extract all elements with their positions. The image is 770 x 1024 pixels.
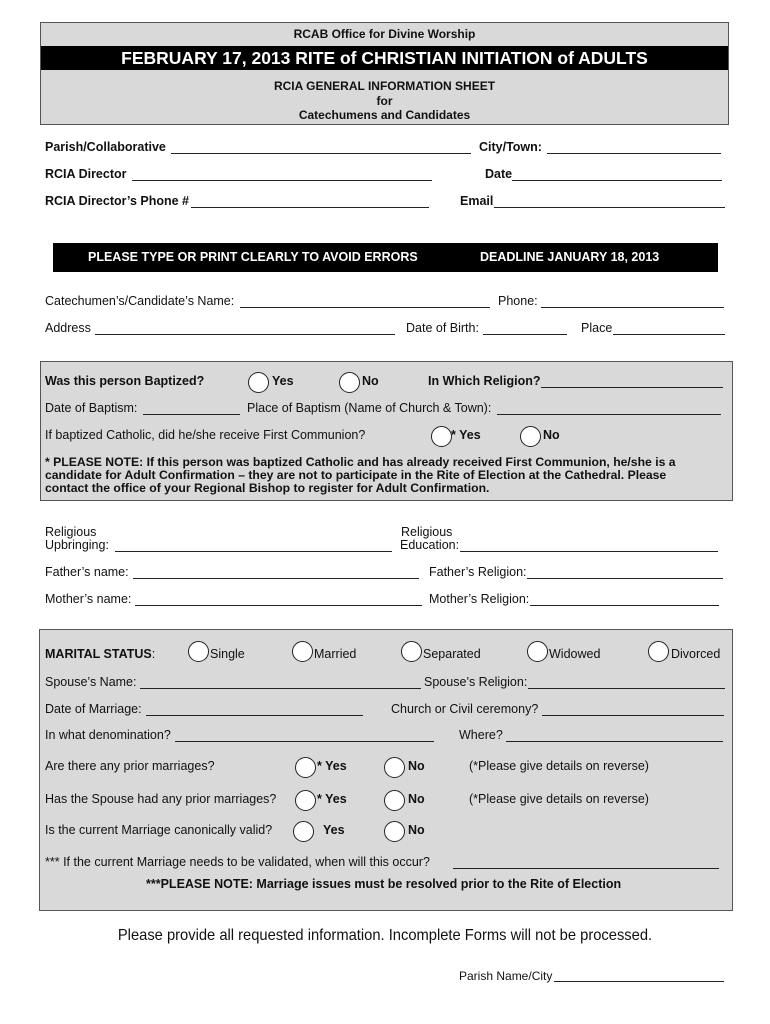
mother-religion-label: Mother’s Religion: bbox=[429, 592, 530, 606]
mother-name-label: Mother’s name: bbox=[45, 592, 132, 606]
ceremony-field[interactable] bbox=[542, 715, 724, 716]
parish-city-label: Parish Name/City bbox=[459, 969, 553, 983]
spouse-name-label: Spouse’s Name: bbox=[45, 675, 137, 689]
spouse-name-field[interactable] bbox=[140, 688, 421, 689]
birthplace-label: Place bbox=[581, 321, 613, 335]
where-label: Where? bbox=[459, 728, 503, 742]
spouse-prior-no-label: No bbox=[408, 792, 425, 806]
date-field[interactable] bbox=[512, 180, 722, 181]
spouse-prior-yes-radio[interactable] bbox=[295, 790, 316, 811]
baptism-place-label: Place of Baptism (Name of Church & Town): bbox=[247, 401, 492, 415]
parish-label: Parish/Collaborative bbox=[45, 140, 166, 154]
validation-field[interactable] bbox=[453, 868, 719, 869]
father-religion-field[interactable] bbox=[527, 578, 723, 579]
city-label: City/Town: bbox=[479, 140, 542, 154]
spouse-prior-yes-label: * Yes bbox=[317, 792, 347, 806]
marriage-issues-note: ***PLEASE NOTE: Marriage issues must be resolved prior to the Rite of Election bbox=[146, 877, 622, 891]
canonical-no-label: No bbox=[408, 823, 425, 837]
canonical-yes-radio[interactable] bbox=[293, 821, 314, 842]
incomplete-forms-notice: Please provide all requested information. Incomplete Forms will not be processed. bbox=[117, 927, 653, 944]
separated-radio[interactable] bbox=[401, 641, 422, 662]
communion-no-label: No bbox=[543, 428, 560, 442]
prior-marriages-no-label: No bbox=[408, 759, 425, 773]
director-phone-field[interactable] bbox=[191, 207, 429, 208]
prior-marriages-yes-radio[interactable] bbox=[295, 757, 316, 778]
marriage-date-label: Date of Marriage: bbox=[45, 702, 142, 716]
communion-question: If baptized Catholic, did he/she receive First Communion? bbox=[45, 428, 366, 442]
widowed-label: Widowed bbox=[549, 647, 601, 661]
education-label-1: Religious bbox=[401, 525, 453, 539]
notice-bar bbox=[53, 243, 718, 272]
spouse-religion-label: Spouse’s Religion: bbox=[424, 675, 528, 689]
date-label: Date bbox=[485, 167, 513, 181]
baptism-place-field[interactable] bbox=[497, 414, 721, 415]
which-religion-label: In Which Religion? bbox=[428, 374, 541, 388]
birthplace-field[interactable] bbox=[613, 334, 725, 335]
validation-question: *** If the current Marriage needs to be validated, when will this occur? bbox=[45, 855, 430, 869]
address-label: Address bbox=[45, 321, 91, 335]
denomination-label: In what denomination? bbox=[45, 728, 171, 742]
upbringing-label-1: Religious bbox=[45, 525, 97, 539]
divorced-label: Divorced bbox=[671, 647, 721, 661]
widowed-radio[interactable] bbox=[527, 641, 548, 662]
baptized-yes-radio[interactable] bbox=[248, 372, 269, 393]
address-field[interactable] bbox=[95, 334, 395, 335]
spouse-prior-no-radio[interactable] bbox=[384, 790, 405, 811]
director-label: RCIA Director bbox=[45, 167, 127, 181]
baptized-yes-label: Yes bbox=[272, 374, 294, 388]
father-religion-label: Father’s Religion: bbox=[429, 565, 527, 579]
separated-label: Separated bbox=[423, 647, 481, 661]
ceremony-label: Church or Civil ceremony? bbox=[391, 702, 539, 716]
prior-marriages-details-note: (*Please give details on reverse) bbox=[469, 759, 649, 773]
parish-city-field[interactable] bbox=[554, 981, 724, 982]
spouse-religion-field[interactable] bbox=[528, 688, 725, 689]
deadline-notice: DEADLINE JANUARY 18, 2013 bbox=[480, 250, 660, 264]
confirmation-note-line3: contact the office of your Regional Bishop to register for Adult Confirmation. bbox=[45, 481, 490, 495]
email-field[interactable] bbox=[494, 207, 725, 208]
prior-marriages-no-radio[interactable] bbox=[384, 757, 405, 778]
divorced-radio[interactable] bbox=[648, 641, 669, 662]
single-label: Single bbox=[210, 647, 245, 661]
education-field[interactable] bbox=[460, 551, 718, 552]
which-religion-field[interactable] bbox=[541, 387, 723, 388]
single-radio[interactable] bbox=[188, 641, 209, 662]
baptized-question: Was this person Baptized? bbox=[45, 374, 205, 388]
director-field[interactable] bbox=[132, 180, 432, 181]
marriage-date-field[interactable] bbox=[146, 715, 363, 716]
canonical-question: Is the current Marriage canonically valid? bbox=[45, 823, 273, 837]
parish-field[interactable] bbox=[171, 153, 471, 154]
director-phone-label: RCIA Director’s Phone # bbox=[45, 194, 190, 208]
candidate-phone-label: Phone: bbox=[498, 294, 538, 308]
office-name: RCAB Office for Divine Worship bbox=[293, 27, 476, 41]
sheet-audience: Catechumens and Candidates bbox=[298, 108, 471, 122]
confirmation-note-line2: candidate for Adult Confirmation – they are not to participate in the Rite of Election at the Cathedral. Please bbox=[45, 468, 667, 482]
spouse-prior-details-note: (*Please give details on reverse) bbox=[469, 792, 649, 806]
candidate-name-label: Catechumen’s/Candidate’s Name: bbox=[45, 294, 235, 308]
prior-marriages-yes-label: * Yes bbox=[317, 759, 347, 773]
city-field[interactable] bbox=[547, 153, 721, 154]
denomination-field[interactable] bbox=[175, 741, 434, 742]
canonical-no-radio[interactable] bbox=[384, 821, 405, 842]
where-field[interactable] bbox=[506, 741, 723, 742]
print-clearly-notice: PLEASE TYPE OR PRINT CLEARLY TO AVOID ERRORS bbox=[88, 250, 418, 264]
candidate-phone-field[interactable] bbox=[541, 307, 724, 308]
sheet-for: for bbox=[376, 94, 393, 108]
married-radio[interactable] bbox=[292, 641, 313, 662]
mother-name-field[interactable] bbox=[135, 605, 422, 606]
communion-yes-radio[interactable] bbox=[431, 426, 452, 447]
confirmation-note-line1: * PLEASE NOTE: If this person was baptized Catholic and has already received First Communion, he/she is a bbox=[45, 455, 676, 469]
sheet-title: RCIA GENERAL INFORMATION SHEET bbox=[273, 79, 496, 93]
baptized-no-label: No bbox=[362, 374, 379, 388]
father-name-field[interactable] bbox=[133, 578, 419, 579]
upbringing-field[interactable] bbox=[115, 551, 392, 552]
canonical-yes-label: Yes bbox=[323, 823, 345, 837]
father-name-label: Father’s name: bbox=[45, 565, 129, 579]
baptism-date-field[interactable] bbox=[143, 414, 240, 415]
email-label: Email bbox=[460, 194, 494, 208]
communion-no-radio[interactable] bbox=[520, 426, 541, 447]
baptized-no-radio[interactable] bbox=[339, 372, 360, 393]
education-label-2: Education: bbox=[400, 538, 460, 552]
baptism-date-label: Date of Baptism: bbox=[45, 401, 138, 415]
dob-label: Date of Birth: bbox=[406, 321, 479, 335]
title-bar bbox=[41, 46, 728, 70]
mother-religion-field[interactable] bbox=[530, 605, 719, 606]
communion-yes-label: * Yes bbox=[451, 428, 481, 442]
upbringing-label-2: Upbringing: bbox=[45, 538, 109, 552]
marital-status-label: MARITAL STATUS: bbox=[45, 647, 156, 661]
prior-marriages-question: Are there any prior marriages? bbox=[45, 759, 215, 773]
form-title: FEBRUARY 17, 2013 RITE of CHRISTIAN INITIATION of ADULTS bbox=[121, 48, 648, 68]
candidate-name-field[interactable] bbox=[240, 307, 490, 308]
spouse-prior-question: Has the Spouse had any prior marriages? bbox=[45, 792, 277, 806]
married-label: Married bbox=[314, 647, 357, 661]
dob-field[interactable] bbox=[483, 334, 567, 335]
